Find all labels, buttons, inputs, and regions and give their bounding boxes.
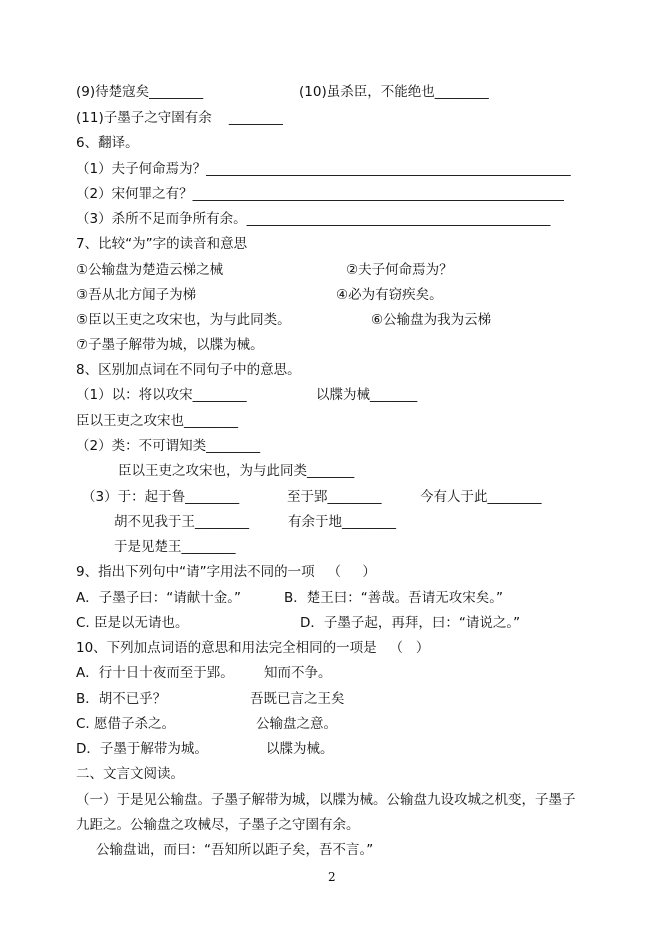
q5-item-11: (11)子墨子之守圉有余 ________ xyxy=(76,110,283,126)
q9-option-d: D．子墨子起，再拜，曰：“请说之。” xyxy=(300,615,521,631)
q7-item-2: ②夫子何命焉为？ xyxy=(346,262,453,278)
q9-option-b: B．楚王曰：“善哉。吾请无攻宋矣。” xyxy=(284,590,503,606)
q8-item-2a: （2）类：不可谓知类________ xyxy=(76,438,261,454)
q7-item-1: ①公输盘为楚造云梯之械 xyxy=(76,262,224,278)
q5-item-9: (9)待楚寇矣________ xyxy=(76,84,204,100)
q8-item-3b: 至于郢________ xyxy=(287,489,382,505)
q10-title: 10、下列加点词语的意思和用法完全相同的一项是 （ ） xyxy=(76,640,430,656)
q7-title: 7、比较“为”字的读音和意思 xyxy=(76,236,248,252)
q9-option-a: A．子墨子曰：“请献十金。” xyxy=(76,590,241,606)
q9-option-c: C. 臣是以无请也。 xyxy=(76,615,189,631)
q5-item-10: (10)虽杀臣，不能绝也________ xyxy=(299,84,489,100)
q8-item-2b: 臣以王吏之攻宋也，为与此同类_______ xyxy=(118,463,355,479)
q10-option-c-1: C. 愿借子杀之。 xyxy=(76,716,176,732)
q8-item-3c: 今有人于此________ xyxy=(420,489,542,505)
q7-item-3: ③吾从北方闻子为梯 xyxy=(76,287,197,303)
q8-title: 8、区别加点词在不同句子中的意思。 xyxy=(76,362,301,378)
section-heading: 二、文言文阅读。 xyxy=(76,766,184,782)
q10-option-c-2: 公输盘之意。 xyxy=(256,716,337,732)
q6-item-1: （1）夫子何命焉为？______________________________________________________ xyxy=(76,161,571,177)
q10-option-b-2: 吾既已言之王矣 xyxy=(250,691,345,707)
q8-item-1c: 臣以王吏之攻宋也________ xyxy=(76,413,238,429)
q10-option-b-1: B．胡不已乎？ xyxy=(76,691,167,707)
q9-title: 9、指出下列句中“请”字用法不同的一项 （ ） xyxy=(76,564,376,580)
q8-item-1b: 以牒为械_______ xyxy=(316,387,418,403)
q10-option-d-1: D．子墨于解带为城。 xyxy=(76,741,208,757)
q8-item-1a: （1）以：将以攻宋________ xyxy=(76,387,247,403)
q7-item-6: ⑥公输盘为我为云梯 xyxy=(371,312,492,328)
q7-item-5: ⑤臣以王吏之攻宋也，为与此同类。 xyxy=(76,312,291,328)
q10-option-a-2: 知而不争。 xyxy=(264,665,332,681)
q10-option-d-2: 以牒为械。 xyxy=(266,741,334,757)
q8-item-3f: 于是见楚王________ xyxy=(114,539,236,555)
q6-item-2: （2）宋何罪之有？_______________________________________________________ xyxy=(76,186,564,202)
q8-item-3a: （3）于：起于鲁________ xyxy=(82,489,240,505)
page-number: 2 xyxy=(328,870,336,884)
q8-item-3d: 胡不见我于王________ xyxy=(114,514,249,530)
q10-option-a-1: A．行十日十夜而至于郢。 xyxy=(76,665,234,681)
q8-item-3e: 有余于地________ xyxy=(288,514,396,530)
passage-line-2: 九距之。公输盘之攻械尽，子墨子之守圉有余。 xyxy=(76,817,360,833)
q7-item-4: ④必为有窃疾矣。 xyxy=(336,287,443,303)
q6-title: 6、翻译。 xyxy=(76,135,139,151)
passage-line-1: （一）于是见公输盘。子墨子解带为城，以牒为械。公输盘九设攻城之机变，子墨子 xyxy=(76,792,576,808)
q6-item-3: （3）杀所不足而争所有余。_____________________________________________ xyxy=(76,211,551,227)
passage-line-3: 公输盘诎，而曰：“吾知所以距子矣，吾不言。” xyxy=(96,842,374,858)
q7-item-7: ⑦子墨子解带为城，以牒为械。 xyxy=(76,337,264,353)
